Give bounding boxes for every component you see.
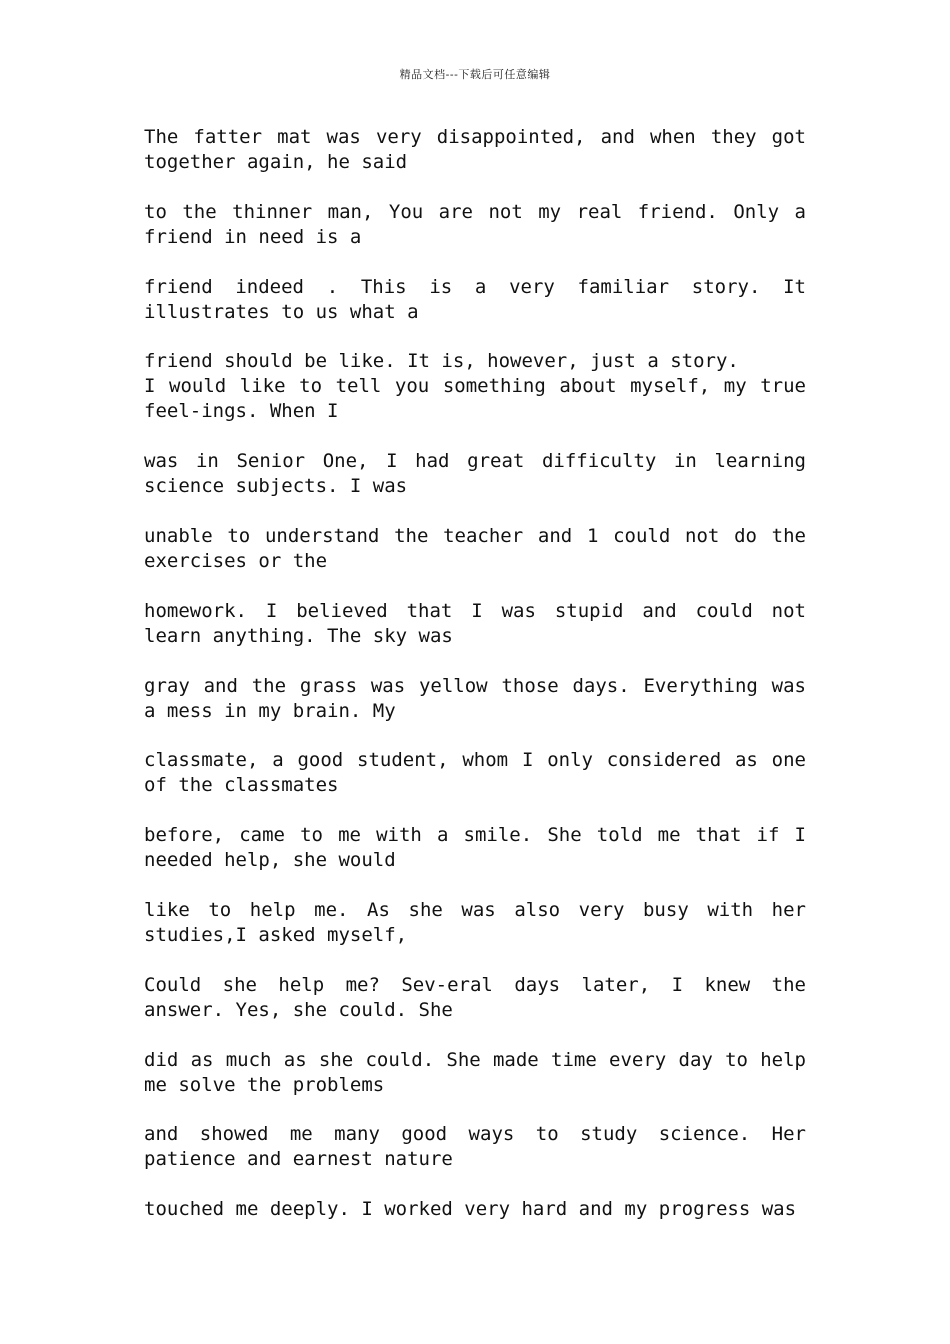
paragraph: was in Senior One, I had great difficulty in learning science subjects. I was — [144, 450, 806, 498]
paragraph: before, came to me with a smile. She told me that if I needed help, she would — [144, 824, 806, 872]
paragraph: to the thinner man, You are not my real friend. Only a friend in need is a — [144, 200, 806, 248]
paragraph: unable to understand the teacher and 1 could not do the exercises or the — [144, 524, 806, 572]
paragraph: gray and the grass was yellow those days. Everything was a mess in my brain. My — [144, 674, 806, 722]
paragraph: The fatter mat was very disappointed, and when they got together again, he said — [144, 126, 806, 173]
paragraph: friend should be like. It is, however, just a story. — [144, 350, 739, 373]
page-header: 精品文档---下载后可任意编辑 — [399, 68, 551, 81]
paragraph: classmate, a good student, whom I only considered as one of the classmates — [144, 749, 806, 797]
paragraph: and showed me many good ways to study science. Her patience and earnest nature — [144, 1123, 806, 1171]
paragraph: homework. I believed that I was stupid and could not learn anything. The sky was — [144, 599, 806, 647]
paragraph: I would like to tell you something about myself, my true feel-ings. When I — [144, 375, 806, 423]
paragraph: did as much as she could. She made time every day to help me solve the problems — [144, 1048, 806, 1096]
paragraph: Could she help me? Sev-eral days later, I knew the answer. Yes, she could. She — [144, 973, 806, 1021]
paragraph: touched me deeply. I worked very hard and my progress was — [144, 1198, 797, 1221]
paragraph: like to help me. As she was also very busy with her studies,I asked myself, — [144, 898, 806, 946]
paragraph: friend indeed . This is a very familiar story. It illustrates to us what a — [144, 275, 806, 323]
document-body — [144, 125, 806, 1222]
